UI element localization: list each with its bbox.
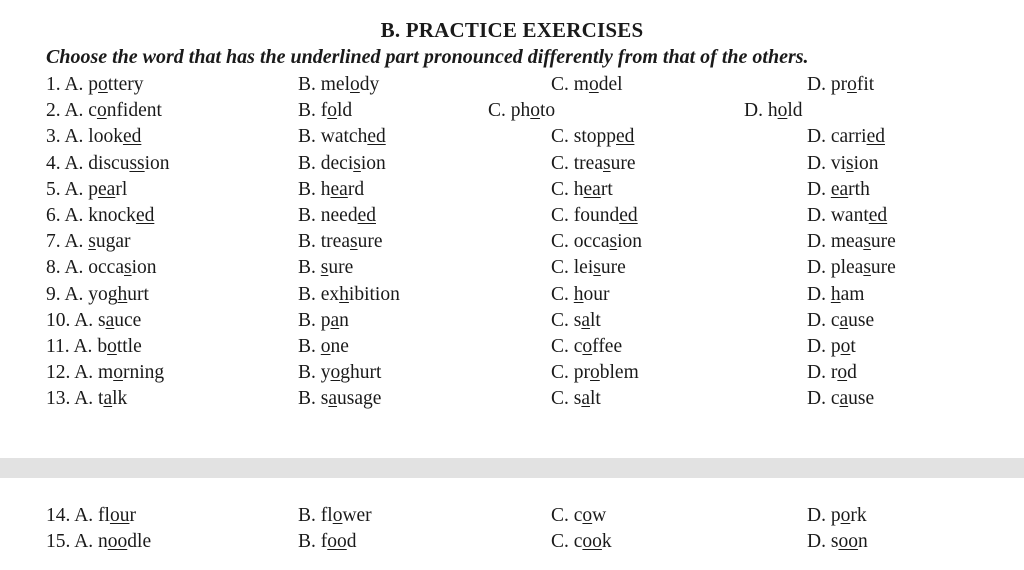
option-d: D. wanted <box>807 204 888 226</box>
questions-block-2 <box>0 503 1024 555</box>
option-b: B. heard <box>298 178 365 200</box>
option-b: B. watched <box>298 126 386 148</box>
option-b: B. yoghurt <box>298 362 382 384</box>
option-b: B. decision <box>298 152 386 174</box>
option-a: 15. A. noodle <box>46 531 152 553</box>
option-a: 2. A. confident <box>46 100 162 122</box>
option-b: B. exhibition <box>298 283 400 305</box>
question-row <box>0 177 1024 203</box>
option-d: D. earth <box>807 178 870 200</box>
option-d: D. pot <box>807 335 856 357</box>
question-row <box>0 98 1024 124</box>
option-c: C. founded <box>551 204 638 226</box>
option-a: 4. A. discussion <box>46 152 170 174</box>
option-b: B. fold <box>298 100 353 122</box>
question-row <box>0 255 1024 281</box>
option-a: 3. A. looked <box>46 126 142 148</box>
question-row <box>0 203 1024 229</box>
option-b: B. melody <box>298 74 380 95</box>
option-c: C. salt <box>551 388 601 410</box>
option-a: 12. A. morning <box>46 362 165 384</box>
option-a: 14. A. flour <box>46 505 136 526</box>
option-c: C. hour <box>551 283 610 305</box>
option-a: 9. A. yoghurt <box>46 283 149 305</box>
option-c: C. occasion <box>551 231 642 253</box>
question-row <box>0 529 1024 555</box>
option-a: 11. A. bottle <box>46 335 142 357</box>
option-b: B. treasure <box>298 231 383 253</box>
question-row <box>0 124 1024 150</box>
option-d: D. pleasure <box>807 257 896 279</box>
option-d: D. ham <box>807 283 865 305</box>
section-title: B. PRACTICE EXERCISES <box>380 18 644 42</box>
question-row <box>0 151 1024 177</box>
option-d: D. cause <box>807 309 875 331</box>
option-c: C. cook <box>551 531 612 553</box>
option-b: B. one <box>298 335 349 357</box>
option-c: C. model <box>551 74 623 95</box>
option-c: C. salt <box>551 309 601 331</box>
option-c: C. problem <box>551 362 639 384</box>
option-c: C. treasure <box>551 152 636 174</box>
option-a: 6. A. knocked <box>46 204 155 226</box>
question-row <box>0 360 1024 386</box>
option-c: C. photo <box>488 100 556 122</box>
option-d: D. profit <box>807 74 875 95</box>
option-b: B. food <box>298 531 357 553</box>
question-row <box>0 282 1024 308</box>
option-c: C. coffee <box>551 335 623 357</box>
option-b: B. sausage <box>298 388 382 410</box>
question-row <box>0 229 1024 255</box>
option-c: C. stopped <box>551 126 635 148</box>
option-b: B. flower <box>298 505 372 526</box>
question-row <box>0 334 1024 360</box>
option-d: D. pork <box>807 505 867 526</box>
question-row <box>0 386 1024 412</box>
instruction-text: Choose the word that has the underlined part pronounced differently from that of the others. <box>46 46 809 68</box>
question-row <box>0 72 1024 98</box>
option-a: 5. A. pearl <box>46 178 128 200</box>
option-b: B. sure <box>298 257 354 279</box>
option-c: C. heart <box>551 178 613 200</box>
option-d: D. hold <box>744 100 803 122</box>
option-d: D. rod <box>807 362 857 384</box>
option-b: B. needed <box>298 204 376 226</box>
option-a: 10. A. sauce <box>46 309 142 331</box>
option-d: D. cause <box>807 388 875 410</box>
option-c: C. cow <box>551 505 607 526</box>
option-c: C. leisure <box>551 257 626 279</box>
option-d: D. soon <box>807 531 868 553</box>
option-a: 1. A. pottery <box>46 74 144 95</box>
option-a: 13. A. talk <box>46 388 128 410</box>
option-b: B. pan <box>298 309 349 331</box>
option-a: 8. A. occasion <box>46 257 157 279</box>
questions-block-1 <box>0 72 1024 412</box>
question-row <box>0 308 1024 334</box>
option-d: D. vision <box>807 152 879 174</box>
option-a: 7. A. sugar <box>46 231 131 253</box>
question-row <box>0 503 1024 529</box>
page-break-divider <box>0 458 1024 478</box>
option-d: D. measure <box>807 231 896 253</box>
option-d: D. carried <box>807 126 885 148</box>
